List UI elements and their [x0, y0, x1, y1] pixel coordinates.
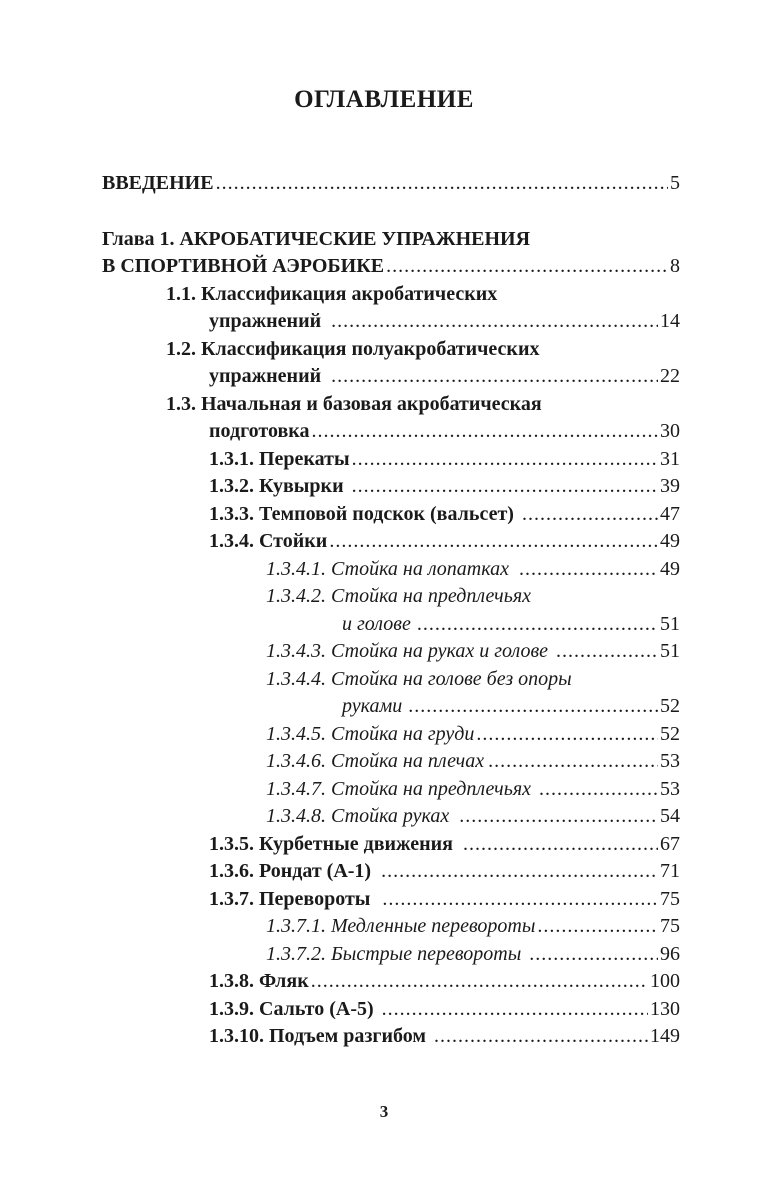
toc-entry-1-3-4-4-cont[interactable] [342, 693, 680, 720]
toc-entry-label: 1.3.2. Кувырки [209, 475, 344, 497]
toc-entry-label: и голове [342, 613, 411, 635]
toc-entry-1-2-cont[interactable] [209, 363, 680, 390]
toc-entry-label: 1.3.4.6. Стойка на плечах [266, 750, 485, 772]
toc-page-number: 130 [650, 998, 680, 1020]
toc-page-number: 49 [660, 558, 680, 580]
toc-entry-label: 1.3.10. Подъем разгибом [209, 1025, 427, 1047]
toc-page-number: 51 [660, 640, 680, 662]
toc-entry-1-3[interactable] [166, 391, 542, 418]
toc-entry-label: 1.3.7. Перевороты [209, 888, 371, 910]
leader-dots [463, 831, 658, 858]
toc-entry-chapter-1-cont[interactable] [102, 253, 680, 280]
toc-page-number: 54 [660, 805, 680, 827]
page-title: ОГЛАВЛЕНИЕ [294, 86, 474, 113]
toc-entry-1-3-4-4[interactable] [266, 666, 572, 693]
toc-entry-1-3-7[interactable] [209, 886, 680, 913]
leader-dots [488, 748, 658, 775]
page-number: 3 [379, 1102, 389, 1121]
toc-entry-1-3-3[interactable] [209, 501, 680, 528]
toc-page-number: 52 [660, 695, 680, 717]
toc-page-number: 75 [660, 915, 680, 937]
toc-entry-label: упражнений [209, 310, 322, 332]
toc-entry-label: ВВЕДЕНИЕ [102, 172, 214, 194]
toc-page-number: 22 [660, 365, 680, 387]
toc-page-number: 75 [660, 888, 680, 910]
toc-page-number: 52 [660, 723, 680, 745]
toc-entry-label: В СПОРТИВНОЙ АЭРОБИКЕ [102, 255, 385, 277]
toc-entry-label: 1.1. Классификация акробатических [166, 283, 498, 305]
toc-entry-label: 1.3.4.4. Стойка на голове без опоры [266, 668, 572, 690]
leader-dots [556, 638, 658, 665]
toc-page-number: 30 [660, 420, 680, 442]
leader-dots [329, 528, 658, 555]
toc-page-number: 31 [660, 448, 680, 470]
toc-page-number: 100 [650, 970, 680, 992]
leader-dots [382, 886, 658, 913]
toc-entry-1-3-8[interactable] [209, 968, 680, 995]
toc-entry-1-3-4-1[interactable] [266, 556, 680, 583]
toc-entry-label: 1.3.1. Перекаты [209, 448, 350, 470]
leader-dots [537, 913, 658, 940]
toc-page-number: 96 [660, 943, 680, 965]
toc-entry-1-1[interactable] [166, 281, 497, 308]
toc-entry-1-3-7-2[interactable] [266, 941, 680, 968]
toc-entry-label: 1.3.8. Фляк [209, 970, 309, 992]
toc-entry-label: упражнений [209, 365, 322, 387]
toc-entry-1-3-cont[interactable] [209, 418, 680, 445]
toc-entry-label: 1.3.4.1. Стойка на лопатках [266, 558, 509, 580]
toc-entry-label: 1.3.7.2. Быстрые перевороты [266, 943, 522, 965]
toc-entry-1-3-4-3[interactable] [266, 638, 680, 665]
toc-entry-1-3-2[interactable] [209, 473, 680, 500]
leader-dots [381, 858, 658, 885]
toc-entry-1-3-4-5[interactable] [266, 721, 680, 748]
toc-entry-1-3-4-2[interactable] [266, 583, 531, 610]
toc-entry-1-3-9[interactable] [209, 996, 680, 1023]
toc-entry-1-3-4-6[interactable] [266, 748, 680, 775]
toc-entry-1-3-4-8[interactable] [266, 803, 680, 830]
toc-page-number: 49 [660, 530, 680, 552]
toc-page-number: 14 [660, 310, 680, 332]
toc-entry-1-3-5[interactable] [209, 831, 680, 858]
toc-page-number: 53 [660, 750, 680, 772]
toc-page-number: 149 [650, 1025, 680, 1047]
toc-entry-1-3-1[interactable] [209, 446, 680, 473]
toc-entry-1-3-7-1[interactable] [266, 913, 680, 940]
leader-dots [331, 363, 658, 390]
toc-entry-1-3-4-2-cont[interactable] [342, 611, 680, 638]
toc-entry-label: руками [342, 695, 403, 717]
leader-dots [352, 446, 658, 473]
leader-dots [408, 693, 658, 720]
leader-dots [519, 556, 658, 583]
leader-dots [311, 968, 648, 995]
toc-entry-chapter-1[interactable] [102, 226, 530, 253]
leader-dots [417, 611, 658, 638]
toc-entry-label: 1.3.4.3. Стойка на руках и голове [266, 640, 549, 662]
toc-entry-label: 1.3. Начальная и базовая акробатическая [166, 393, 542, 415]
toc-page-number: 51 [660, 613, 680, 635]
toc-entry-1-3-10[interactable] [209, 1023, 680, 1050]
toc-entry-label: 1.3.4.7. Стойка на предплечьях [266, 778, 531, 800]
toc-entry-label: 1.3.7.1. Медленные перевороты [266, 915, 536, 937]
toc-entry-label: 1.3.6. Рондат (А-1) [209, 860, 372, 882]
toc-entry-label: 1.3.4. Стойки [209, 530, 328, 552]
toc-entry-1-1-cont[interactable] [209, 308, 680, 335]
toc-page-number: 39 [660, 475, 680, 497]
leader-dots [331, 308, 658, 335]
toc-page-number: 8 [670, 255, 680, 277]
toc-page-number: 5 [670, 172, 680, 194]
toc-entry-label: 1.3.4.5. Стойка на груди [266, 723, 475, 745]
leader-dots [476, 721, 658, 748]
toc-entry-introduction[interactable] [102, 170, 680, 197]
leader-dots [311, 418, 658, 445]
toc-page-number: 71 [660, 860, 680, 882]
toc-entry-label: 1.3.4.2. Стойка на предплечьях [266, 585, 531, 607]
toc-entry-label: 1.2. Классификация полуакробатических [166, 338, 540, 360]
toc-entry-1-2[interactable] [166, 336, 539, 363]
toc-page-number: 53 [660, 778, 680, 800]
toc-page-number: 47 [660, 503, 680, 525]
leader-dots [459, 803, 658, 830]
toc-entry-label: 1.3.9. Сальто (А-5) [209, 998, 374, 1020]
leader-dots [539, 776, 658, 803]
toc-entry-1-3-4-7[interactable] [266, 776, 680, 803]
toc-entry-1-3-4[interactable] [209, 528, 680, 555]
leader-dots [529, 941, 658, 968]
leader-dots [216, 170, 668, 197]
toc-entry-label: 1.3.3. Темповой подскок (вальсет) [209, 503, 514, 525]
leader-dots [386, 253, 668, 280]
leader-dots [352, 473, 658, 500]
toc-entry-label: 1.3.5. Курбетные движения [209, 833, 454, 855]
toc-entry-1-3-6[interactable] [209, 858, 680, 885]
toc-entry-label: 1.3.4.8. Стойка руках [266, 805, 450, 827]
toc-entry-label: Глава 1. АКРОБАТИЧЕСКИЕ УПРАЖНЕНИЯ [102, 228, 531, 250]
leader-dots [382, 996, 648, 1023]
leader-dots [434, 1023, 648, 1050]
toc-entry-label: подготовка [209, 420, 310, 442]
leader-dots [522, 501, 658, 528]
toc-page-number: 67 [660, 833, 680, 855]
